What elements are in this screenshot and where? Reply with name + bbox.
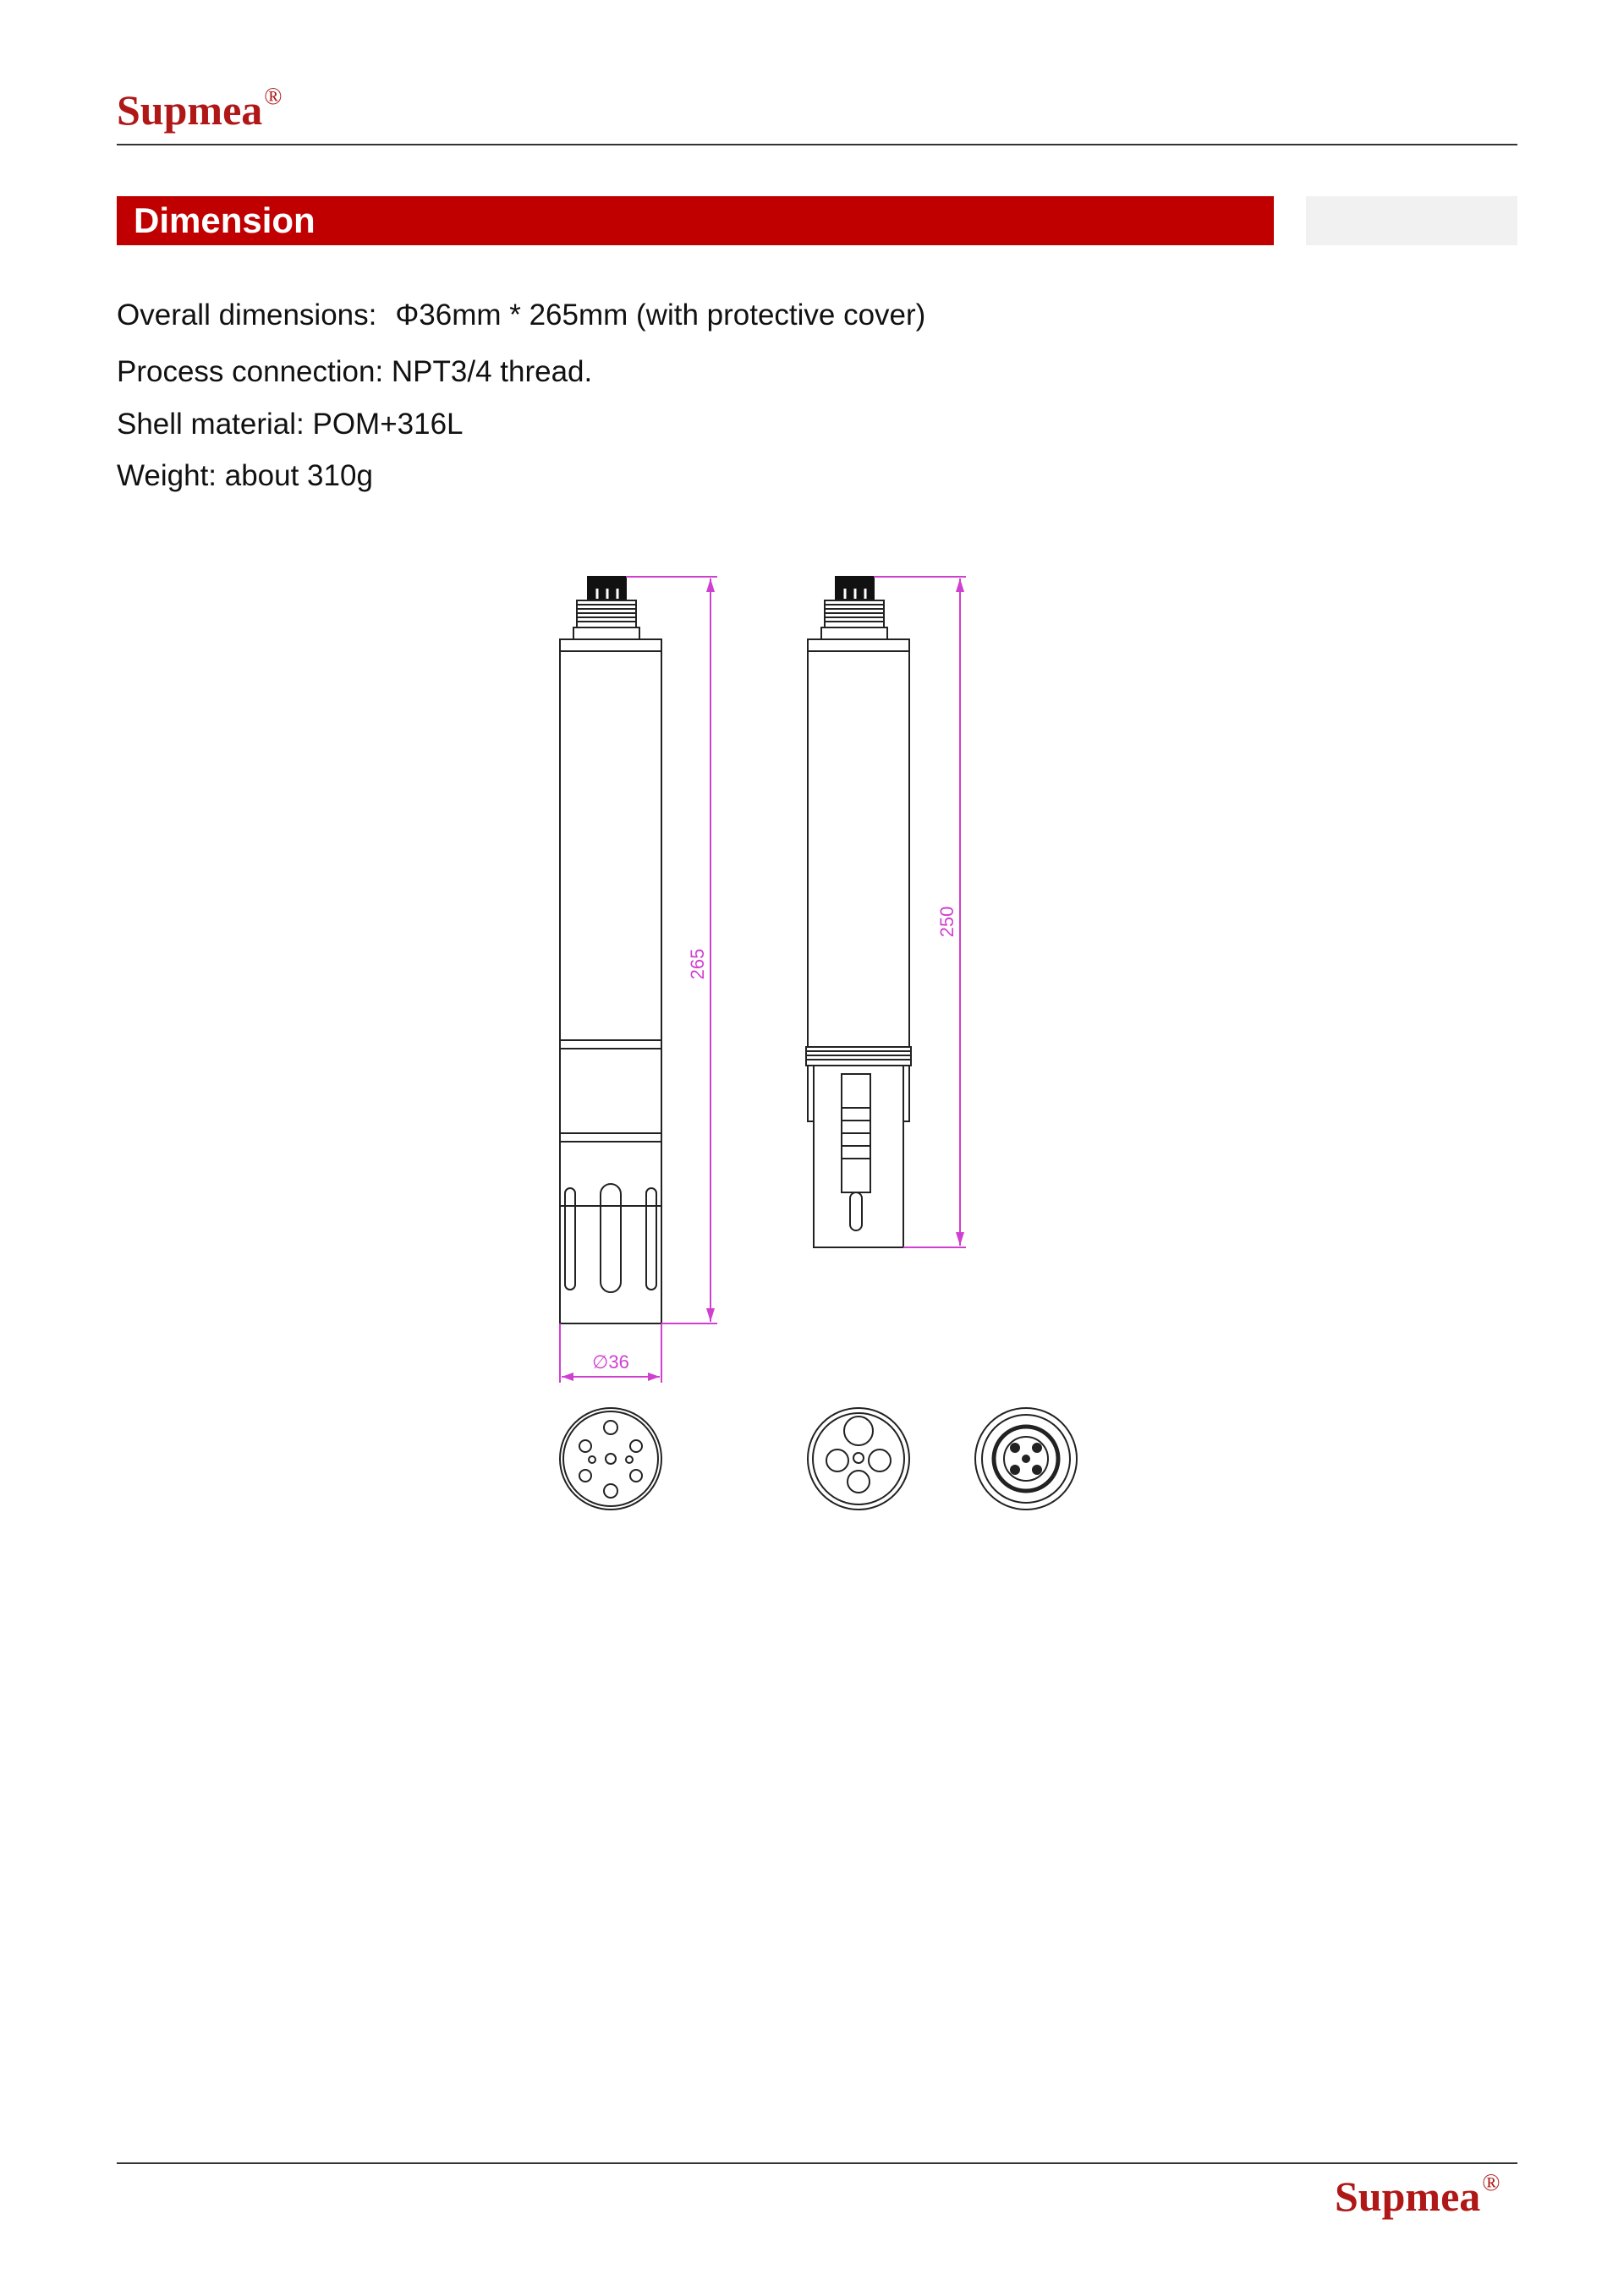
spec-shell-material: Shell material: POM+316L — [117, 408, 464, 441]
spec-overall-value: Φ36mm * 265mm (with protective cover) — [395, 299, 926, 332]
registered-mark: ® — [264, 84, 283, 110]
spec-process-connection: Process connection: NPT3/4 thread. — [117, 355, 593, 388]
spec-overall-label: Overall dimensions: — [117, 299, 377, 332]
end-view-cover — [560, 1408, 661, 1510]
diameter-symbol: ∅ — [592, 1351, 609, 1373]
end-view-probe — [808, 1408, 909, 1510]
dimension-label-250: 250 — [936, 906, 957, 938]
end-view-connector — [975, 1408, 1077, 1510]
footer-logo — [1335, 2170, 1501, 2220]
footer-rule — [117, 2162, 1517, 2164]
sensor-without-cover — [806, 577, 911, 1247]
header-logo — [117, 84, 283, 134]
dimension-label-265: 265 — [687, 948, 708, 980]
dimension-label-36 — [592, 1351, 629, 1373]
section-title: Dimension — [117, 196, 1274, 245]
spec-weight: Weight: about 310g — [117, 459, 373, 492]
diameter-value: 36 — [608, 1351, 629, 1373]
header-rule — [117, 144, 1517, 145]
section-title-accent — [1306, 196, 1517, 245]
header-brand: Supmea — [117, 86, 263, 134]
sensor-with-cover — [560, 577, 661, 1323]
footer-brand: Supmea — [1335, 2173, 1481, 2220]
dimension-drawing — [524, 558, 1116, 1522]
registered-mark: ® — [1482, 2170, 1501, 2196]
spec-overall-dimensions — [117, 298, 925, 333]
